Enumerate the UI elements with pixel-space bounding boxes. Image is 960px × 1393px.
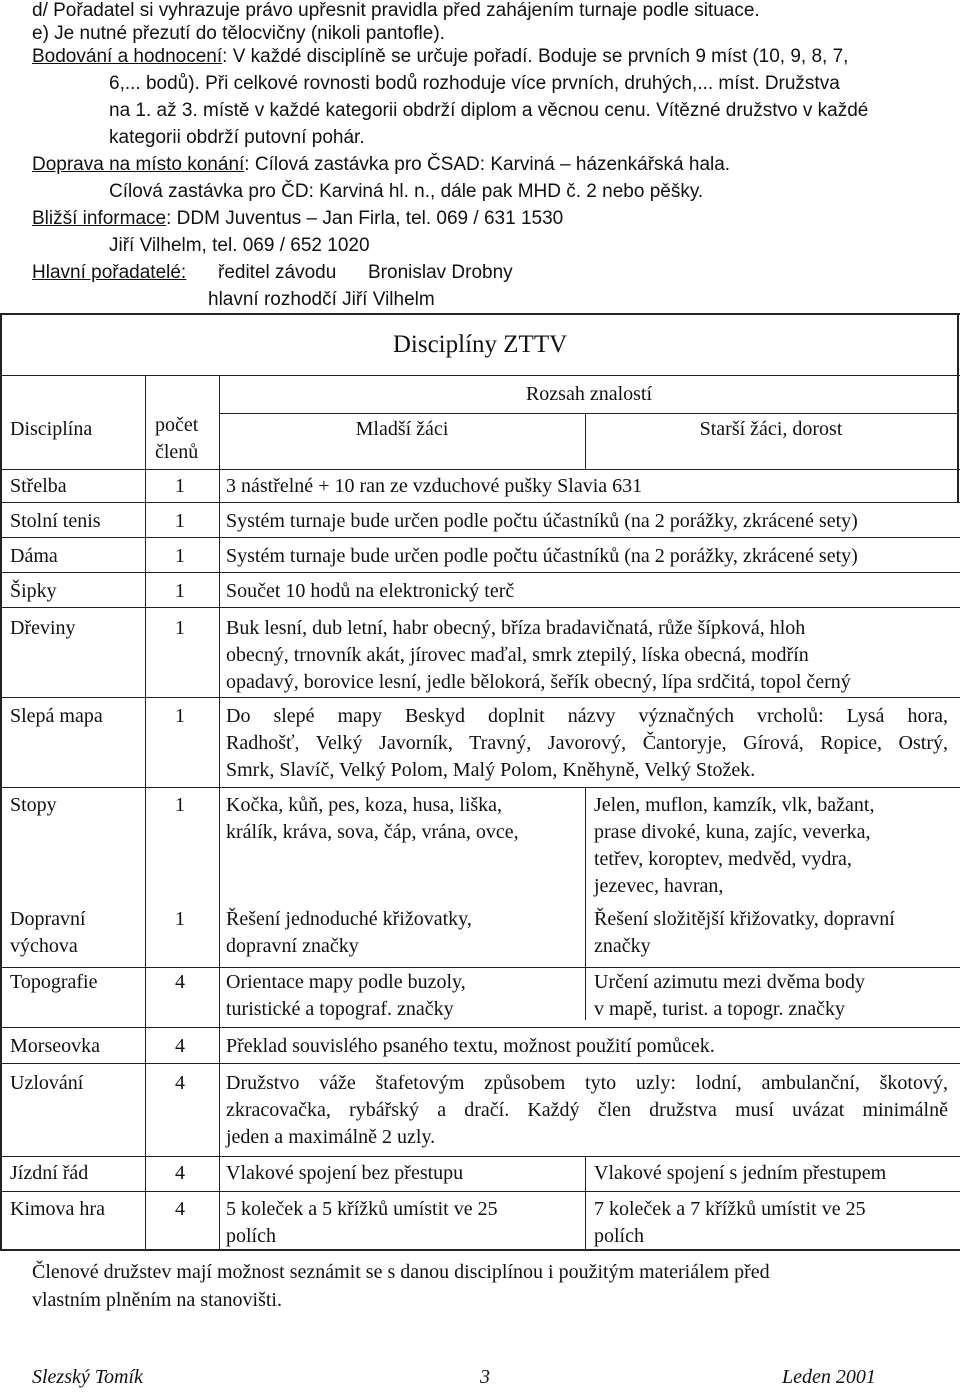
row-blind-map-line: Do slepé mapy Beskyd doplnit názvy význačných vrcholů: Lysá hora, <box>226 705 948 727</box>
row-kim-game-younger: polích <box>226 1225 276 1247</box>
row-line-5 <box>0 697 960 698</box>
scoring-line-3: na 1. až 3. místě v každé kategorii obdrží diplom a věcnou cenu. Vítězné družstvo v každé <box>109 100 869 121</box>
row-table-tennis-count: 1 <box>175 510 185 532</box>
row-trees-line: Buk lesní, dub letní, habr obecný, bříza bradavičnatá, růže šípková, hloh <box>226 617 806 639</box>
row-line-9 <box>0 1027 960 1028</box>
row-line-10 <box>0 1063 960 1064</box>
row-kim-game-younger: 5 koleček a 5 křížků umístit ve 25 <box>226 1198 498 1220</box>
row-shooting-text: 3 nástřelné + 10 ran ze vzduchové pušky Slavia 631 <box>226 475 643 497</box>
organizers-line-2: hlavní rozhodčí Jiří Vilhelm <box>208 289 435 310</box>
row-line-header <box>0 469 960 470</box>
row-traffic-count: 1 <box>175 908 185 930</box>
row-trees-line: opadavý, borovice lesní, jedle bělokorá, šeřík obecný, lípa srdčitá, topol černý <box>226 671 851 693</box>
scoring-label: Bodování a hodnocení <box>32 46 223 67</box>
row-tracks-older: tetřev, koroptev, medvěd, vydra, <box>594 848 852 870</box>
transport-line-2: Cílová zastávka pro ČD: Karviná hl. n., dále pak MHD č. 2 nebo pěšky. <box>109 181 704 202</box>
body-split-2 <box>585 1157 586 1249</box>
younger-header: Mladší žáci <box>355 418 449 440</box>
row-table-tennis-name: Stolní tenis <box>10 510 101 532</box>
organizers-role-1: ředitel závodu <box>218 262 337 283</box>
count-header-2: členů <box>155 441 199 463</box>
body-split-1 <box>585 788 586 1020</box>
row-tracks-count: 1 <box>175 794 185 816</box>
row-knots-line: zkracovačka, rybářský a dračí. Každý člen družstva musí uvázat minimálně <box>226 1099 948 1121</box>
row-topography-name: Topografie <box>10 971 98 993</box>
row-tracks-name: Stopy <box>10 794 57 816</box>
row-blind-map-name: Slepá mapa <box>10 705 103 727</box>
disciplines-table <box>0 313 960 1251</box>
table-border-bottom <box>0 1249 960 1251</box>
info-line-1: Bližší informace: DDM Juventus – Jan Firla, tel. 069 / 631 1530 <box>32 208 564 229</box>
row-tracks-older: jezevec, havran, <box>594 875 724 897</box>
table-title: Disciplíny ZTTV <box>392 331 568 358</box>
info-label: Bližší informace <box>32 208 167 229</box>
row-shooting-name: Střelba <box>10 475 67 497</box>
organizers-label: Hlavní pořadatelé: <box>32 262 187 283</box>
row-checkers-text: Systém turnaje bude určen podle počtu účastníků (na 2 porážky, zkrácené sety) <box>226 545 858 567</box>
range-header: Rozsah znalostí <box>525 383 653 405</box>
row-line-3 <box>0 572 960 573</box>
row-timetable-younger: Vlakové spojení bez přestupu <box>226 1162 464 1184</box>
table-border-top <box>0 313 960 315</box>
row-timetable-older: Vlakové spojení s jedním přestupem <box>594 1162 887 1184</box>
scoring-line-4: kategorii obdrží putovní pohár. <box>109 127 365 148</box>
footer-date: Leden 2001 <box>782 1366 876 1388</box>
closing-note-line-2: vlastním plněním na stanovišti. <box>32 1289 282 1311</box>
table-border-left <box>0 313 2 1251</box>
range-separator <box>219 413 959 414</box>
row-traffic-younger: Řešení jednoduché křižovatky, <box>226 908 472 930</box>
row-trees-count: 1 <box>175 617 185 639</box>
row-tracks-older: Jelen, muflon, kamzík, vlk, bažant, <box>594 794 875 816</box>
footer-page-number: 3 <box>480 1366 490 1388</box>
row-checkers-count: 1 <box>175 545 185 567</box>
discipline-header: Disciplína <box>10 418 93 440</box>
organizers-name-1: Bronislav Drobny <box>368 262 513 283</box>
row-traffic-name-2: výchova <box>10 935 78 957</box>
row-darts-count: 1 <box>175 580 185 602</box>
row-line-2 <box>0 537 960 538</box>
row-line-6 <box>0 787 960 788</box>
column-separator-2 <box>219 375 220 1249</box>
row-line-12 <box>0 1191 960 1192</box>
row-topography-younger: turistické a topograf. značky <box>226 998 454 1020</box>
row-line-8 <box>0 967 960 968</box>
row-line-11 <box>0 1156 960 1157</box>
row-trees-name: Dřeviny <box>10 617 76 639</box>
older-header: Starší žáci, dorost <box>699 418 843 440</box>
row-line-1 <box>0 502 960 503</box>
row-knots-name: Uzlování <box>10 1072 84 1094</box>
scoring-line-2: 6,... bodů). Při celkové rovnosti bodů rozhoduje více prvních, druhých,... míst. Družstva <box>109 73 840 94</box>
row-morse-text: Překlad souvislého psaného textu, možnost použití pomůcek. <box>226 1035 715 1057</box>
row-darts-name: Šipky <box>10 580 57 602</box>
transport-label: Doprava na místo konání <box>32 154 245 175</box>
row-kim-game-older: polích <box>594 1225 644 1247</box>
row-timetable-count: 4 <box>175 1162 185 1184</box>
row-traffic-name-1: Dopravní <box>10 908 86 930</box>
info-line-2: Jiří Vilhelm, tel. 069 / 652 1020 <box>109 235 370 256</box>
transport-line-1: Doprava na místo konání: Cílová zastávka pro ČSAD: Karviná – házenkářská hala. <box>32 154 731 175</box>
scoring-line-1: Bodování a hodnocení: V každé disciplíně se určuje pořadí. Boduje se prvních 9 míst (10, 9, 8, 7, <box>32 46 849 67</box>
row-knots-line: Družstvo váže štafetovým způsobem tyto uzly: lodní, ambulanční, škotový, <box>226 1072 948 1094</box>
organizers-line-1 <box>32 262 186 284</box>
row-knots-line: jeden a maximálně 2 uzly. <box>226 1126 436 1148</box>
row-table-tennis-text: Systém turnaje bude určen podle počtu účastníků (na 2 porážky, zkrácené sety) <box>226 510 858 532</box>
row-trees-line: obecný, trnovník akát, jírovec maďal, smrk ztepilý, líska obecná, modřín <box>226 644 809 666</box>
row-blind-map-line: Radhošť, Velký Javorník, Travný, Javorový, Čantoryje, Gírová, Ropice, Ostrý, <box>226 732 948 754</box>
footer-publication: Slezský Tomík <box>32 1366 143 1388</box>
row-knots-count: 4 <box>175 1072 185 1094</box>
row-timetable-name: Jízdní řád <box>10 1162 89 1184</box>
row-kim-game-count: 4 <box>175 1198 185 1220</box>
row-kim-game-older: 7 koleček a 7 křížků umístit ve 25 <box>594 1198 866 1220</box>
row-topography-older: v mapě, turist. a topogr. značky <box>594 998 846 1020</box>
rule-d: d/ Pořadatel si vyhrazuje právo upřesnit pravidla před zahájením turnaje podle situace. <box>32 0 760 21</box>
row-tracks-younger: králík, kráva, sova, čáp, vrána, ovce, <box>226 821 519 843</box>
row-tracks-older: prase divoké, kuna, zajíc, veverka, <box>594 821 871 843</box>
count-header-1: počet <box>155 414 199 436</box>
row-blind-map-count: 1 <box>175 705 185 727</box>
row-traffic-younger: dopravní značky <box>226 935 359 957</box>
row-topography-count: 4 <box>175 971 185 993</box>
row-checkers-name: Dáma <box>10 545 58 567</box>
row-topography-older: Určení azimutu mezi dvěma body <box>594 971 866 993</box>
row-morse-count: 4 <box>175 1035 185 1057</box>
closing-note-line-1: Členové družstev mají možnost seznámit se s danou disciplínou i použitým materiálem před <box>32 1261 770 1283</box>
closing-note <box>32 1258 770 1314</box>
row-morse-name: Morseovka <box>10 1035 100 1057</box>
row-tracks-younger: Kočka, kůň, pes, koza, husa, liška, <box>226 794 503 816</box>
row-traffic-older: značky <box>594 935 651 957</box>
row-darts-text: Součet 10 hodů na elektronický terč <box>226 580 515 602</box>
row-kim-game-name: Kimova hra <box>10 1198 105 1220</box>
rule-e: e) Je nutné přezutí do tělocvičny (nikoli pantofle). <box>32 23 445 44</box>
row-blind-map-line: Smrk, Slavíč, Velký Polom, Malý Polom, Kněhyně, Velký Stožek. <box>226 759 756 781</box>
row-traffic-older: Řešení složitější křižovatky, dopravní <box>594 908 895 930</box>
row-shooting-count: 1 <box>175 475 185 497</box>
title-separator <box>0 375 960 376</box>
row-topography-younger: Orientace mapy podle buzoly, <box>226 971 466 993</box>
row-line-4 <box>0 607 960 608</box>
column-separator-1 <box>145 375 146 1249</box>
